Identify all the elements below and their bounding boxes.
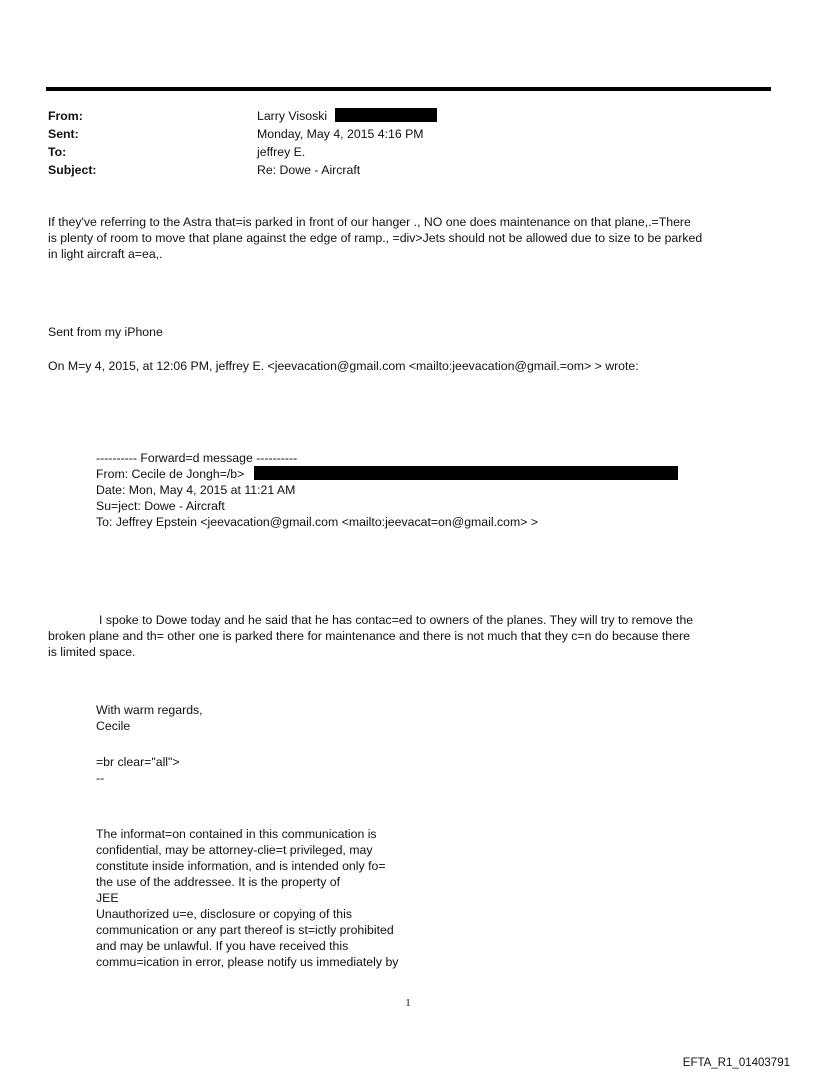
disclaimer-line: constitute inside information, and is intended only fo= — [96, 859, 386, 873]
closing-line: With warm regards, — [96, 703, 203, 717]
disclaimer-line: communication or any part thereof is st=ictly prohibited — [96, 923, 394, 937]
message-body — [48, 612, 693, 660]
from-value — [257, 108, 437, 124]
redaction-bar — [335, 108, 437, 122]
forward-date: Date: Mon, May 4, 2015 at 11:21 AM — [96, 483, 296, 497]
disclaimer — [96, 826, 398, 970]
message-line: broken plane and th= other one is parked there for maintenance and there is not much that they c=n do because there — [48, 629, 690, 643]
forwarded-header — [96, 450, 678, 530]
forward-from — [96, 466, 678, 482]
disclaimer-line: JEE — [96, 891, 119, 905]
disclaimer-line: and may be unlawful. If you have received this — [96, 939, 349, 953]
from-label: From: — [48, 109, 83, 123]
header-rule — [46, 87, 771, 91]
disclaimer-line: Unauthorized u=e, disclosure or copying of this — [96, 907, 352, 921]
disclaimer-line: the use of the addressee. It is the property of — [96, 875, 341, 889]
disclaimer-line: confidential, may be attorney-clie=t privileged, may — [96, 843, 373, 857]
dashes: -- — [96, 771, 105, 785]
subject-value: Re: Dowe - Aircraft — [257, 163, 361, 177]
redaction-bar — [254, 466, 678, 480]
reply-line: If they've referring to the Astra that=is parked in front of our hanger ., NO one does maintenance on that plane,.=There — [48, 215, 691, 229]
forward-subject: Su=ject: Dowe - Aircraft — [96, 499, 225, 513]
forward-separator: ---------- Forward=d message ---------- — [96, 451, 298, 465]
html-artifact — [96, 754, 180, 786]
reply-body — [48, 214, 702, 262]
reply-line: is plenty of room to move that plane against the edge of ramp., =div>Jets should not be allowed due to size to be parked — [48, 231, 703, 245]
forward-from-text: From: Cecile de Jongh=/b> — [96, 467, 245, 481]
closing-name: Cecile — [96, 719, 131, 733]
artifact-text: =br clear="all"> — [96, 755, 180, 769]
signature: Sent from my iPhone — [48, 325, 163, 339]
document-id: EFTA_R1_01403791 — [682, 1057, 790, 1069]
sent-label: Sent: — [48, 127, 79, 141]
sent-value: Monday, May 4, 2015 4:16 PM — [257, 127, 424, 141]
sender-name: Larry Visoski — [257, 109, 328, 123]
subject-label: Subject: — [48, 163, 97, 177]
message-line: I spoke to Dowe today and he said that he has contac=ed to owners of the planes. They will try to remove the — [99, 613, 694, 627]
reply-line: in light aircraft a=ea,. — [48, 247, 163, 261]
closing — [96, 702, 203, 734]
disclaimer-line: commu=ication in error, please notify us immediately by — [96, 955, 399, 969]
message-line: is limited space. — [48, 645, 136, 659]
page-number: 1 — [405, 997, 411, 1009]
quote-intro: On M=y 4, 2015, at 12:06 PM, jeffrey E. <jeevacation@gmail.com <mailto:jeevacation@gmail.=om> > wrote: — [48, 359, 639, 373]
disclaimer-line: The informat=on contained in this communication is — [96, 827, 377, 841]
to-label: To: — [48, 145, 67, 159]
to-value: jeffrey E. — [257, 145, 306, 159]
forward-to: To: Jeffrey Epstein <jeevacation@gmail.com <mailto:jeevacat=on@gmail.com> > — [96, 515, 539, 529]
